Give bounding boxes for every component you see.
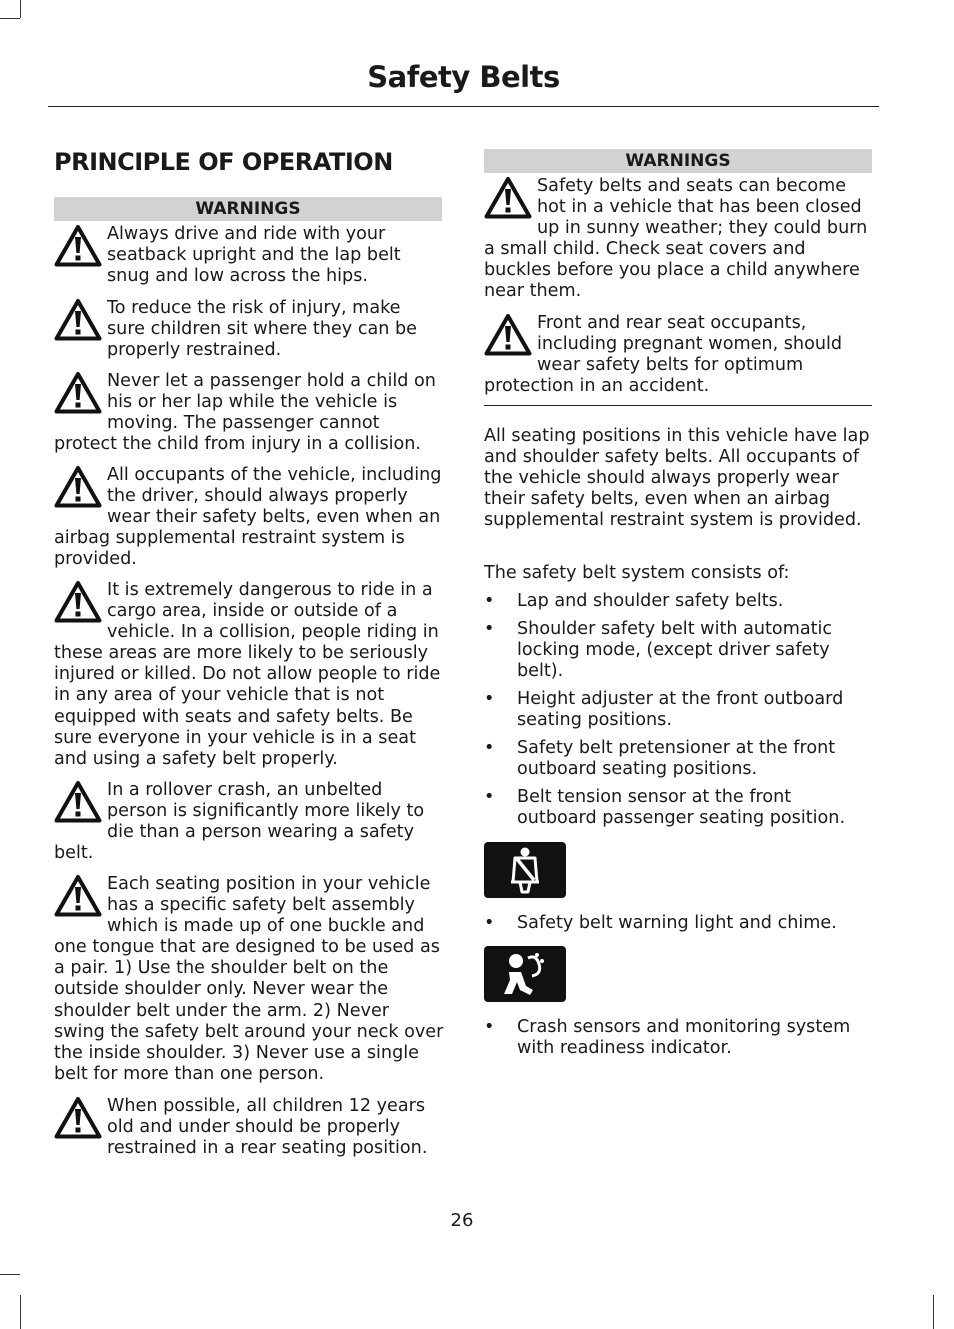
list-item — [484, 689, 874, 731]
warning-text: Safety belts and seats can become hot in a vehicle that has been closed up in sunny weather; they could burn a small child. Check seat covers and buckles before you place a child anywhere near them. — [484, 176, 868, 302]
list-item-text: Lap and shoulder safety belts. — [517, 591, 784, 611]
warning-item — [54, 1096, 444, 1159]
warning-triangle-icon — [484, 313, 532, 357]
warning-triangle-icon — [484, 176, 532, 220]
section-heading: PRINCIPLE OF OPERATION — [54, 148, 393, 176]
list-item-text: Crash sensors and monitoring system with readiness indicator. — [517, 1017, 851, 1059]
warning-item — [54, 874, 444, 1085]
warning-item — [484, 313, 874, 397]
warning-triangle-icon — [54, 1096, 102, 1140]
warning-text: It is extremely dangerous to ride in a cargo area, inside or outside of a vehicle. In a collision, people riding in these areas are more likely to be seriously injured or killed. Do not allow people to ride in any area of your vehicle that is not equipped with seats and safety belts. Be sure everyone in your vehicle is in a seat and using a safety belt properly. — [54, 580, 441, 769]
list-item — [484, 1017, 874, 1059]
page-number: 26 — [450, 1210, 474, 1231]
warning-text: Front and rear seat occupants, including pregnant women, should wear safety belts for optimum protection in an accident. — [484, 313, 843, 397]
bullet-icon: • — [484, 787, 495, 807]
bullet-icon: • — [484, 1017, 495, 1037]
seatbelt-warning-icon — [484, 842, 566, 898]
list-item-text: Safety belt warning light and chime. — [517, 913, 837, 933]
system-lead: The safety belt system consists of: — [484, 563, 790, 583]
intro-paragraph: All seating positions in this vehicle have lap and shoulder safety belts. All occupants of the vehicle should always properly wear their safety belts, even when an airbag supplemental restraint system is provided. — [484, 426, 870, 531]
warning-triangle-icon — [54, 224, 102, 268]
bullet-icon: • — [484, 738, 495, 758]
warning-item — [54, 465, 444, 570]
list-item — [484, 619, 874, 682]
warning-triangle-icon — [54, 580, 102, 624]
warning-triangle-icon — [54, 371, 102, 415]
bullet-icon: • — [484, 591, 495, 611]
warning-text: Always drive and ride with your seatback upright and the lap belt snug and low across the hips. — [107, 224, 401, 287]
warning-text: In a rollover crash, an unbelted person is significantly more likely to die than a person wearing a safety belt. — [54, 780, 425, 864]
warnings-header: WARNINGS — [54, 197, 442, 221]
warning-text: All occupants of the vehicle, including the driver, should always properly wear their safety belts, even when an airbag supplemental restraint system is provided. — [54, 465, 442, 570]
warning-triangle-icon — [54, 298, 102, 342]
bullet-icon: • — [484, 619, 495, 639]
list-item — [484, 738, 874, 780]
warning-item — [54, 224, 444, 287]
crop-mark — [933, 1295, 934, 1329]
bullet-icon: • — [484, 689, 495, 709]
title-divider — [48, 106, 879, 107]
list-item-text: Height adjuster at the front outboard seating positions. — [517, 689, 844, 731]
warning-text: To reduce the risk of injury, make sure children sit where they can be properly restrained. — [107, 298, 418, 361]
crop-mark — [20, 1295, 21, 1329]
list-item — [484, 591, 874, 612]
list-item-text: Safety belt pretensioner at the front outboard seating positions. — [517, 738, 836, 780]
crop-mark — [20, 0, 21, 18]
crop-mark — [0, 18, 20, 19]
warnings-end-divider — [484, 405, 872, 406]
list-item — [484, 787, 874, 829]
warning-triangle-icon — [54, 780, 102, 824]
warning-text: Each seating position in your vehicle has a specific safety belt assembly which is made up of one buckle and one tongue that are designed to be used as a pair. 1) Use the shoulder belt on the outside shoulder only. Never wear the shoulder belt under the arm. 2) Never swing the safety belt around your neck over the inside shoulder. 3) Never use a single belt for more than one person. — [54, 874, 444, 1084]
crop-mark — [0, 1274, 20, 1275]
warning-triangle-icon — [54, 465, 102, 509]
warning-item — [54, 780, 444, 864]
warning-item — [54, 580, 444, 770]
page-title: Safety Belts — [367, 60, 560, 94]
warning-item — [54, 371, 444, 455]
warning-item — [484, 176, 874, 303]
bullet-icon: • — [484, 913, 495, 933]
warnings-header: WARNINGS — [484, 149, 872, 173]
airbag-indicator-icon — [484, 946, 566, 1002]
warning-text: When possible, all children 12 years old and under should be properly restrained in a rear seating position. — [107, 1096, 428, 1159]
list-item-text: Shoulder safety belt with automatic locking mode, (except driver safety belt). — [517, 619, 833, 682]
warning-item — [54, 298, 444, 361]
list-item — [484, 913, 874, 934]
list-item-text: Belt tension sensor at the front outboard passenger seating position. — [517, 787, 846, 829]
warning-text: Never let a passenger hold a child on his or her lap while the vehicle is moving. The passenger cannot protect the child from injury in a collision. — [54, 371, 436, 455]
warning-triangle-icon — [54, 874, 102, 918]
